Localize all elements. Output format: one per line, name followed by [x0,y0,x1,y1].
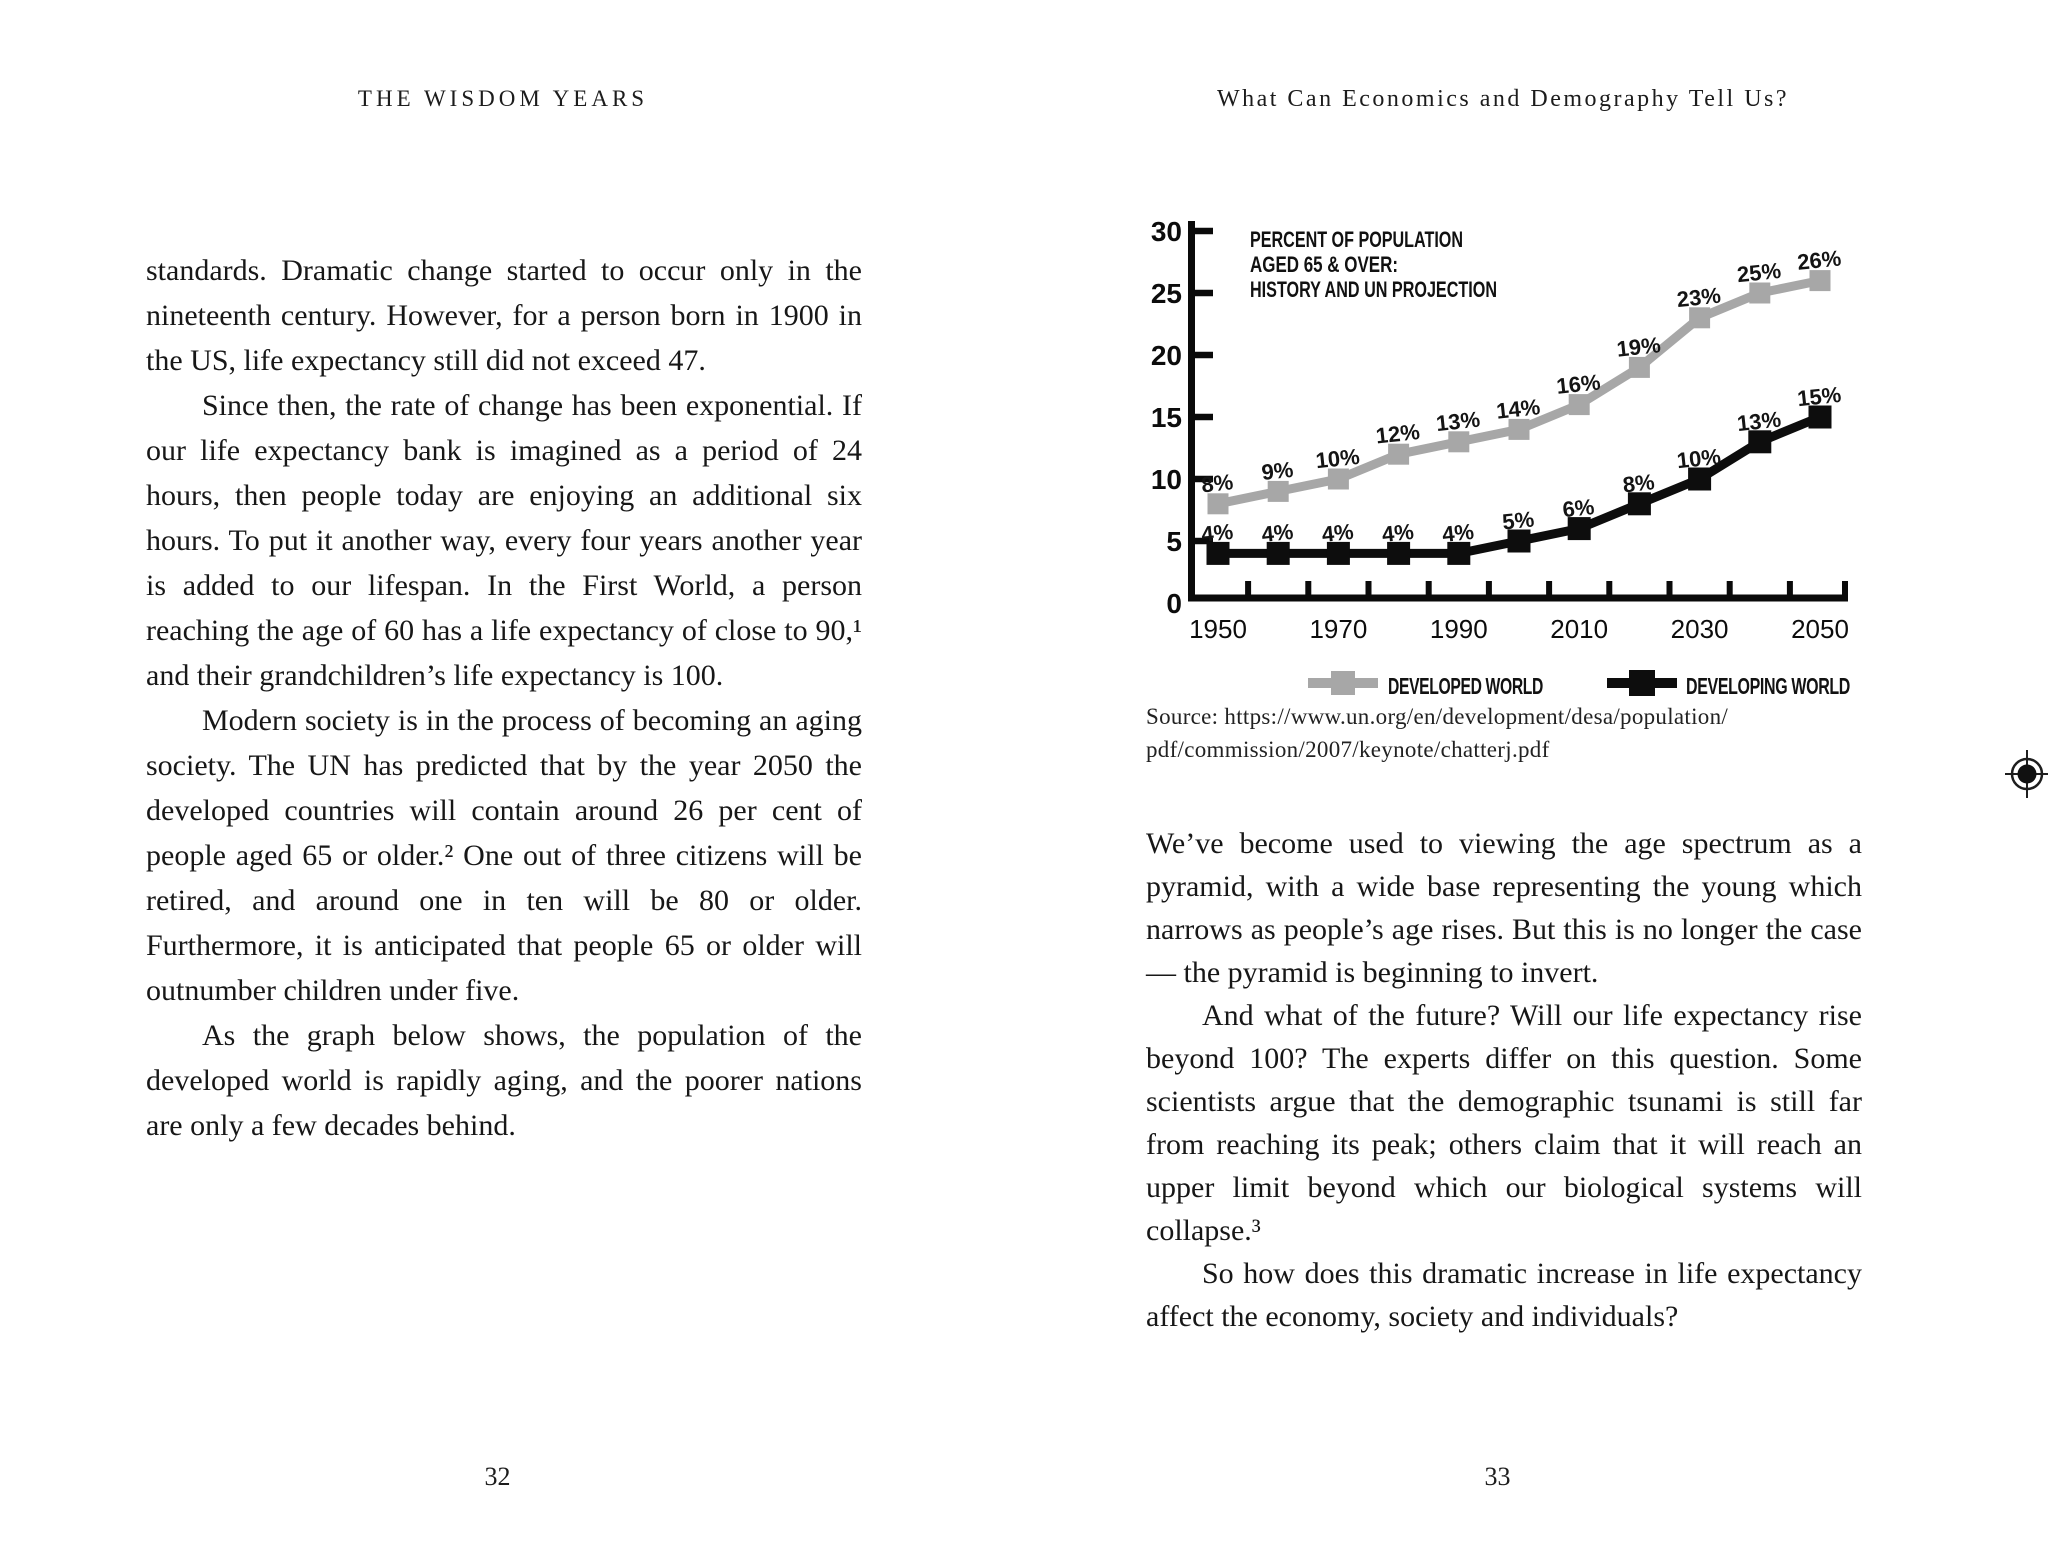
registration-mark-icon [2001,747,2048,799]
data-point-label: 4% [1440,518,1476,548]
data-point-label: 16% [1555,369,1602,399]
data-point-label: 25% [1735,257,1783,288]
source-line: pdf/commission/2007/keynote/chatterj.pdf [1146,737,1550,762]
data-point-label: 8% [1621,469,1656,498]
data-point-label: 4% [1260,518,1295,548]
left-page-number: 32 [484,1462,511,1491]
y-axis-label: 20 [1150,340,1182,371]
data-point-label: 4% [1320,518,1355,548]
left-body-text [146,248,862,1148]
y-axis-label: 0 [1166,588,1182,619]
data-point-label: 10% [1675,443,1723,474]
right-body-text [1146,822,1862,1338]
x-axis-label: 2010 [1550,614,1609,644]
data-point-label: 8% [1200,469,1235,498]
legend-item [1308,671,1543,699]
paragraph: Since then, the rate of change has been exponential. If our life expectancy bank is imagined as a period of 24 hours, then people today are enjoying an additional six hours. To put it another way, every four years another year is added to our lifespan. In the First World, a person reaching the age of 60 has a life expectancy of close to 90,¹ and their grandchildren’s life expectancy is 100. [146,389,862,692]
paragraph: And what of the future? Will our life expectancy rise beyond 100? The experts differ on this question. Some scientists argue that the demographic tsunami is still far from reaching its peak; others claim that it will reach an upper limit beyond which our biological systems will collapse.³ [1146,999,1862,1247]
y-axis-label: 15 [1150,402,1182,433]
data-point-label: 19% [1615,332,1662,362]
data-point-label: 14% [1495,394,1542,424]
y-axis-label: 5 [1166,526,1182,557]
paragraph: Modern society is in the process of becoming an aging society. The UN has predicted that by the year 2050 the developed countries will contain around 26 per cent of people aged 65 or older.² One out of three citizens will be retired, and around one in ten will be 80 or older. Furthermore, it is anticipated that people 65 or older will outnumber children under five. [146,704,862,1007]
data-point-label: 26% [1796,245,1843,275]
x-axis-label: 1970 [1309,614,1368,644]
chart-source [1146,700,1866,766]
legend-label: DEVELOPING WORLD [1686,673,1850,699]
chart-title-line: PERCENT OF POPULATION [1250,227,1463,252]
x-axis-label: 1950 [1189,614,1247,644]
data-point-label: 13% [1735,406,1783,437]
paragraph: So how does this dramatic increase in life expectancy affect the economy, society and individuals? [1146,1257,1862,1333]
x-axis-label: 2050 [1791,614,1849,644]
data-point-label: 15% [1796,381,1843,412]
x-axis-label: 1990 [1429,614,1488,644]
right-page-number: 33 [1484,1462,1511,1491]
population-chart [1146,205,1906,705]
y-axis-label: 10 [1150,464,1182,495]
data-point-label: 9% [1260,456,1295,486]
data-point-label: 10% [1314,443,1361,474]
y-axis-label: 30 [1150,216,1182,247]
data-point-label: 12% [1374,419,1422,449]
data-point-label: 13% [1434,406,1482,437]
data-point-label: 23% [1675,282,1723,313]
data-point-label: 4% [1380,518,1415,548]
chart-title-line: AGED 65 & OVER: [1250,252,1398,277]
data-point-label: 5% [1501,506,1536,535]
chart-svg [1146,205,1906,705]
series-line [1218,281,1820,504]
right-running-head: What Can Economics and Demography Tell Us? [1216,86,1790,112]
data-point-label: 4% [1200,518,1235,548]
legend-item [1607,670,1850,699]
left-running-head: THE WISDOM YEARS [357,86,649,111]
legend-marker [1629,670,1655,696]
y-axis-label: 25 [1150,278,1182,309]
paragraph: standards. Dramatic change started to occur only in the nineteenth century. However, for a person born in 1900 in the US, life expectancy still did not exceed 47. [146,254,862,377]
x-axis-label: 2030 [1670,614,1729,644]
source-line: Source: https://www.un.org/en/development/desa/population/ [1146,704,1729,729]
data-point-label: 6% [1561,494,1596,523]
chart-title-line: HISTORY AND UN PROJECTION [1250,277,1497,302]
paragraph: As the graph below shows, the population of the developed world is rapidly aging, and the poorer nations are only a few decades behind. [146,1019,862,1142]
legend-label: DEVELOPED WORLD [1388,673,1543,699]
paragraph: We’ve become used to viewing the age spectrum as a pyramid, with a wide base representing the young which narrows as people’s age rises. But this is no longer the case — the pyramid is beginning to invert. [1146,827,1862,989]
legend-marker [1331,671,1355,695]
